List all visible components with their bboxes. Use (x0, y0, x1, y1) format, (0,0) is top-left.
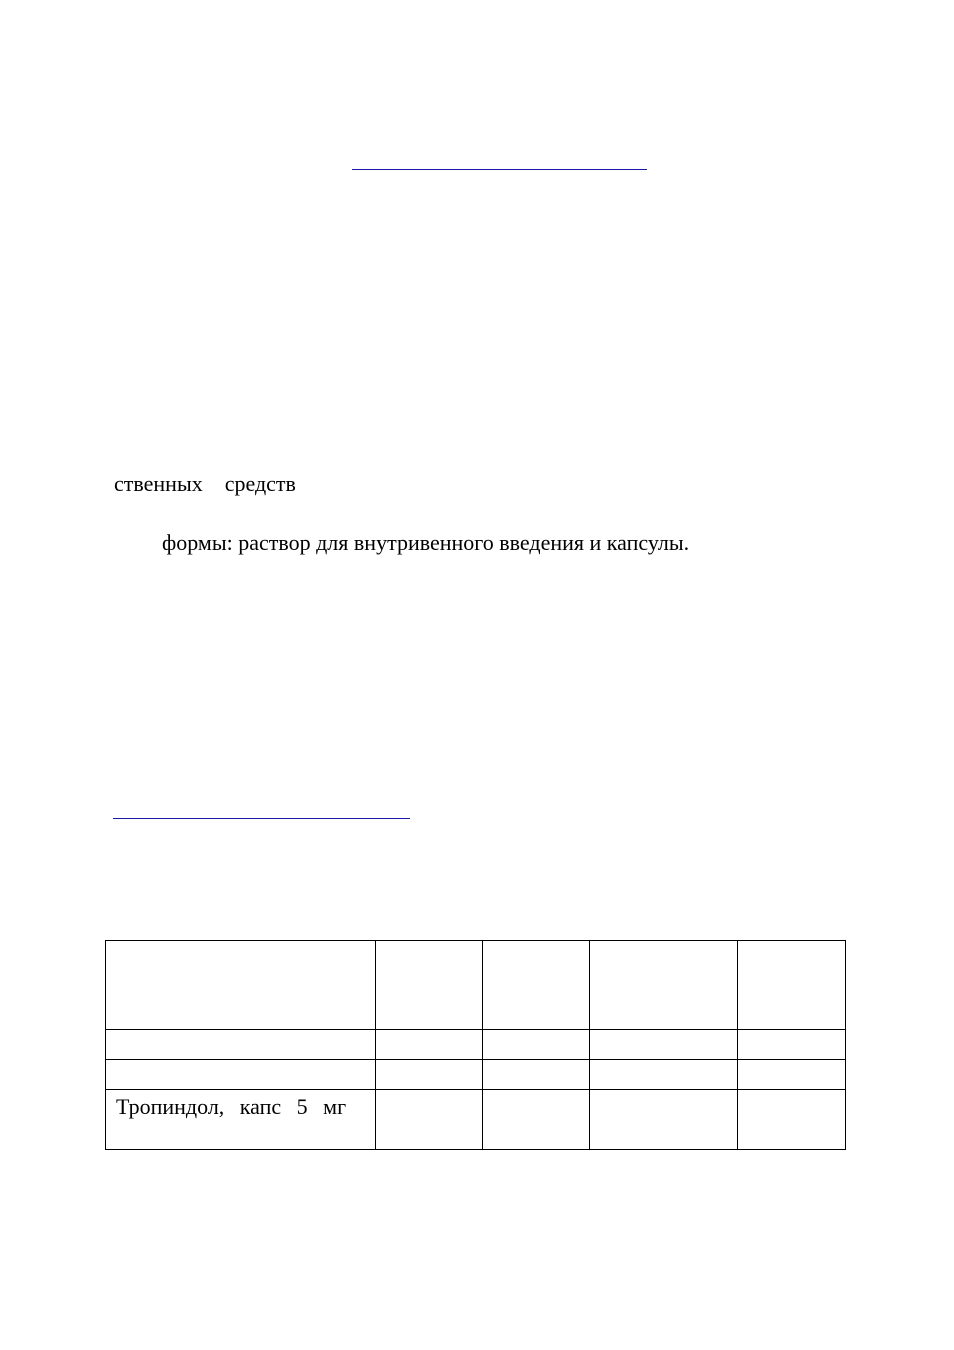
table-cell (483, 1090, 590, 1150)
table-cell (106, 1030, 376, 1060)
table-cell (106, 1060, 376, 1090)
table-cell (738, 941, 846, 1030)
drug-table (105, 940, 846, 1150)
table-cell (590, 1060, 738, 1090)
table-cell (738, 1090, 846, 1150)
table-cell (376, 1060, 483, 1090)
table-cell (738, 1060, 846, 1090)
hyperlink-underline-top (352, 169, 647, 170)
word: средств (224, 471, 296, 496)
table-cell (376, 1030, 483, 1060)
table-cell (590, 1030, 738, 1060)
table-header-row (106, 941, 846, 1030)
table-cell (590, 1090, 738, 1150)
word: ственных (114, 471, 203, 496)
table-row (106, 1030, 846, 1060)
table-cell (483, 1060, 590, 1090)
table-cell (376, 1090, 483, 1150)
table-cell (106, 941, 376, 1030)
table-cell (376, 941, 483, 1030)
table-cell (590, 941, 738, 1030)
text-line-dosage-forms: формы: раствор для внутривенного введения и капсулы. (162, 530, 690, 555)
table-cell (738, 1030, 846, 1060)
text-line-fragment (114, 471, 296, 497)
table-row (106, 1090, 846, 1150)
table-row (106, 1060, 846, 1090)
hyperlink-underline-middle (113, 818, 410, 819)
table-cell (483, 941, 590, 1030)
table-cell (483, 1030, 590, 1060)
drug-name-text: Тропиндол, капс 5 мг (116, 1094, 347, 1119)
table-cell-drug-name (106, 1090, 376, 1150)
